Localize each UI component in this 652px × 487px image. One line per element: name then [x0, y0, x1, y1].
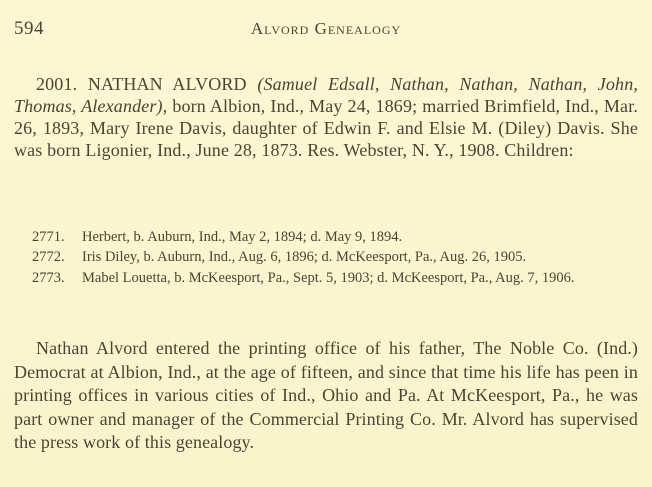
entry-name: NATHAN ALVORD — [87, 74, 247, 94]
page-header — [14, 18, 638, 40]
child-item — [14, 249, 638, 266]
child-item — [14, 229, 638, 246]
child-text: Mabel Louetta, b. McKeesport, Pa., Sept. 5, 1903; d. McKeesport, Pa., Aug. 7, 1906. — [82, 270, 575, 286]
entry-text: , born Albion, Ind., May 24, 1869; married Brimfield, Ind., Mar. 26, 1893, Mary Irene Davis, daughter of Edwin F. and Elsie M. (Diley) Davis. She was born Ligonier, Ind., June 28, 1873. Res. Webster, N. Y., 1908. Children: — [14, 96, 638, 160]
child-number: 2771. — [32, 229, 65, 245]
child-text: Iris Diley, b. Auburn, Ind., Aug. 6, 1896; d. McKeesport, Pa., Aug. 26, 1905. — [82, 249, 527, 265]
narrative-paragraph — [14, 337, 638, 455]
child-text: Herbert, b. Auburn, Ind., May 2, 1894; d. May 9, 1894. — [82, 229, 403, 245]
page-number: 594 — [14, 18, 44, 39]
genealogy-entry — [14, 73, 638, 161]
child-number: 2772. — [32, 249, 65, 265]
narrative-text: Nathan Alvord entered the printing office of his father, The Noble Co. (Ind.) Democrat at Albion, Ind., at the age of fifteen, and since that time his life has peen in printing offices in various cities of Ind., Ohio and Pa. At McKeesport, Pa., he was part owner and manager of the Commercial Printing Co. Mr. Alvord has supervised the press work of this genealogy. — [14, 338, 638, 452]
children-list — [14, 229, 638, 291]
child-item — [14, 270, 638, 287]
entry-parents: (Samuel Edsall, Nathan, Nathan, Nathan, John, Thomas, Alexander) — [14, 74, 639, 116]
child-number: 2773. — [32, 270, 65, 286]
entry-number: 2001. — [36, 74, 78, 94]
running-head: Alvord Genealogy — [250, 19, 402, 38]
